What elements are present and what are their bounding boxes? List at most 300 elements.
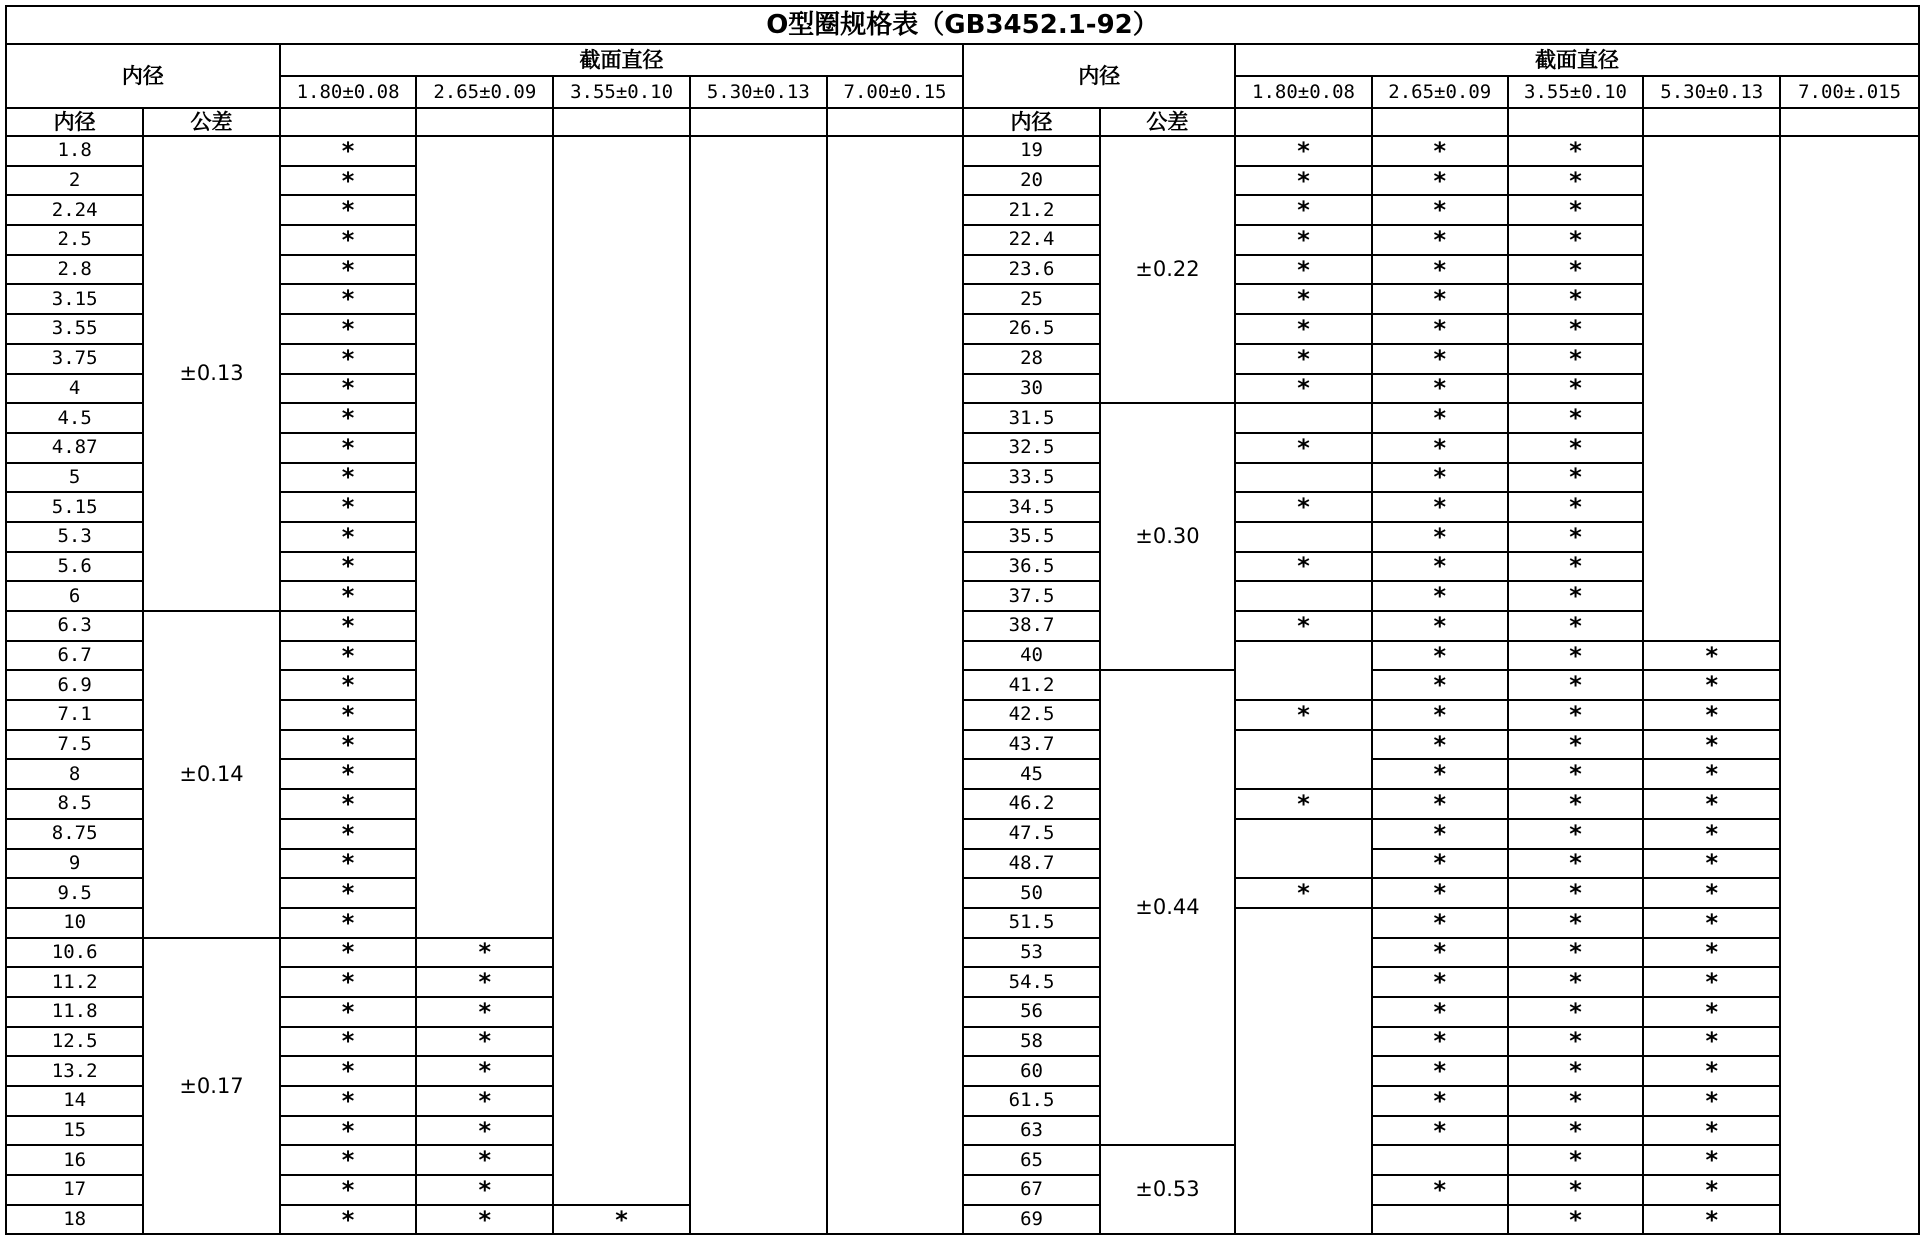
table-row <box>6 344 1919 374</box>
table-row <box>6 997 1919 1027</box>
inner-diameter-cell: 25 <box>963 284 1099 314</box>
header-section-diameter-right: 截面直径 <box>1235 44 1919 76</box>
table-row <box>6 611 1919 641</box>
availability-mark: * <box>1643 849 1780 879</box>
empty-cell <box>1643 136 1780 641</box>
availability-mark: * <box>1508 997 1644 1027</box>
availability-mark: * <box>1372 849 1508 879</box>
availability-mark: * <box>1643 1086 1780 1116</box>
column-size-left: 7.00±0.15 <box>827 76 964 108</box>
availability-mark: * <box>1508 344 1644 374</box>
tolerance-cell: ±0.44 <box>1100 670 1235 1145</box>
availability-mark: * <box>280 284 417 314</box>
subheader-inner-left: 内径 <box>6 108 143 136</box>
inner-diameter-cell: 32.5 <box>963 433 1099 463</box>
inner-diameter-cell: 30 <box>963 374 1099 404</box>
inner-diameter-cell: 21.2 <box>963 195 1099 225</box>
table-row <box>6 1175 1919 1205</box>
availability-mark: * <box>1643 1056 1780 1086</box>
availability-mark: * <box>1643 997 1780 1027</box>
table-row <box>6 938 1919 968</box>
availability-mark: * <box>280 670 417 700</box>
availability-mark: * <box>553 1205 690 1235</box>
availability-mark: * <box>1372 374 1508 404</box>
availability-mark: * <box>1372 759 1508 789</box>
inner-diameter-cell: 28 <box>963 344 1099 374</box>
availability-mark: * <box>1508 611 1644 641</box>
availability-mark: * <box>1372 344 1508 374</box>
availability-mark: * <box>1508 284 1644 314</box>
availability-mark: * <box>1372 195 1508 225</box>
inner-diameter-cell: 61.5 <box>963 1086 1099 1116</box>
inner-diameter-cell: 5.6 <box>6 552 143 582</box>
table-title: O型圈规格表（GB3452.1-92） <box>6 6 1919 44</box>
availability-mark: * <box>1372 1116 1508 1146</box>
availability-mark: * <box>1235 314 1372 344</box>
header-section-diameter-left: 截面直径 <box>280 44 964 76</box>
availability-mark: * <box>280 1175 417 1205</box>
availability-mark: * <box>1508 195 1644 225</box>
availability-mark: * <box>1372 1086 1508 1116</box>
availability-mark: * <box>1508 789 1644 819</box>
availability-mark: * <box>1372 136 1508 166</box>
availability-mark: * <box>1235 225 1372 255</box>
availability-mark: * <box>1508 1027 1644 1057</box>
empty-cell <box>827 136 964 1234</box>
availability-mark: * <box>1643 789 1780 819</box>
inner-diameter-cell: 2.24 <box>6 195 143 225</box>
tolerance-cell: ±0.53 <box>1100 1145 1235 1234</box>
availability-mark: * <box>1372 1175 1508 1205</box>
availability-mark: * <box>1372 641 1508 671</box>
availability-mark: * <box>416 1145 553 1175</box>
availability-mark: * <box>280 552 417 582</box>
availability-mark: * <box>1643 967 1780 997</box>
empty-cell <box>1235 522 1372 552</box>
inner-diameter-cell: 7.1 <box>6 700 143 730</box>
availability-mark: * <box>1508 908 1644 938</box>
table-row <box>6 908 1919 938</box>
column-size-right: 1.80±0.08 <box>1235 76 1372 108</box>
header-inner-diameter-left: 内径 <box>6 44 280 108</box>
availability-mark: * <box>1235 433 1372 463</box>
availability-mark: * <box>280 908 417 938</box>
inner-diameter-cell: 42.5 <box>963 700 1099 730</box>
availability-mark: * <box>1508 1175 1644 1205</box>
availability-mark: * <box>1508 819 1644 849</box>
availability-mark: * <box>1508 314 1644 344</box>
availability-mark: * <box>1643 670 1780 700</box>
empty-cell <box>1235 908 1372 1235</box>
availability-mark: * <box>1508 938 1644 968</box>
inner-diameter-cell: 54.5 <box>963 967 1099 997</box>
inner-diameter-cell: 4.87 <box>6 433 143 463</box>
availability-mark: * <box>1508 463 1644 493</box>
table-row <box>6 403 1919 433</box>
tolerance-cell: ±0.17 <box>143 938 279 1235</box>
availability-mark: * <box>1235 611 1372 641</box>
o-ring-spec-table <box>5 5 1920 1235</box>
inner-diameter-cell: 33.5 <box>963 463 1099 493</box>
inner-diameter-cell: 15 <box>6 1116 143 1146</box>
availability-mark: * <box>1508 1086 1644 1116</box>
empty-cell <box>1235 641 1372 700</box>
availability-mark: * <box>1372 908 1508 938</box>
inner-diameter-cell: 19 <box>963 136 1099 166</box>
availability-mark: * <box>280 938 417 968</box>
column-size-left: 5.30±0.13 <box>690 76 827 108</box>
table-row <box>6 1056 1919 1086</box>
inner-diameter-cell: 8 <box>6 759 143 789</box>
inner-diameter-cell: 6.9 <box>6 670 143 700</box>
empty-cell <box>1780 136 1919 1234</box>
inner-diameter-cell: 16 <box>6 1145 143 1175</box>
inner-diameter-cell: 31.5 <box>963 403 1099 433</box>
inner-diameter-cell: 5.15 <box>6 492 143 522</box>
table-row <box>6 374 1919 404</box>
subheader-inner-right: 内径 <box>963 108 1099 136</box>
availability-mark: * <box>1372 492 1508 522</box>
table-row <box>6 1116 1919 1146</box>
inner-diameter-cell: 6 <box>6 581 143 611</box>
availability-mark: * <box>1508 1056 1644 1086</box>
availability-mark: * <box>280 997 417 1027</box>
table-row <box>6 552 1919 582</box>
availability-mark: * <box>1508 136 1644 166</box>
availability-mark: * <box>1372 284 1508 314</box>
availability-mark: * <box>280 1145 417 1175</box>
availability-mark: * <box>1508 552 1644 582</box>
table-row <box>6 195 1919 225</box>
table-row <box>6 255 1919 285</box>
availability-mark: * <box>1372 225 1508 255</box>
inner-diameter-cell: 3.55 <box>6 314 143 344</box>
table-row <box>6 225 1919 255</box>
availability-mark: * <box>280 789 417 819</box>
inner-diameter-cell: 5 <box>6 463 143 493</box>
inner-diameter-cell: 10.6 <box>6 938 143 968</box>
column-size-left: 1.80±0.08 <box>280 76 417 108</box>
availability-mark: * <box>1235 195 1372 225</box>
availability-mark: * <box>1508 492 1644 522</box>
inner-diameter-cell: 11.2 <box>6 967 143 997</box>
availability-mark: * <box>1643 938 1780 968</box>
table-row <box>6 849 1919 879</box>
table-row <box>6 878 1919 908</box>
inner-diameter-cell: 35.5 <box>963 522 1099 552</box>
empty-cell <box>1235 403 1372 433</box>
availability-mark: * <box>280 967 417 997</box>
table-row <box>6 1205 1919 1235</box>
availability-mark: * <box>1235 552 1372 582</box>
inner-diameter-cell: 18 <box>6 1205 143 1235</box>
empty-cell <box>1372 1145 1508 1175</box>
column-size-right: 3.55±0.10 <box>1508 76 1644 108</box>
table-row <box>6 700 1919 730</box>
availability-mark: * <box>1372 255 1508 285</box>
table-row <box>6 967 1919 997</box>
availability-mark: * <box>1372 314 1508 344</box>
availability-mark: * <box>1372 819 1508 849</box>
availability-mark: * <box>1372 611 1508 641</box>
tolerance-cell: ±0.30 <box>1100 403 1235 670</box>
inner-diameter-cell: 34.5 <box>963 492 1099 522</box>
availability-mark: * <box>1372 166 1508 196</box>
availability-mark: * <box>1372 463 1508 493</box>
table-row <box>6 1086 1919 1116</box>
availability-mark: * <box>280 819 417 849</box>
availability-mark: * <box>1643 1175 1780 1205</box>
inner-diameter-cell: 20 <box>963 166 1099 196</box>
availability-mark: * <box>280 314 417 344</box>
availability-mark: * <box>1235 166 1372 196</box>
availability-mark: * <box>280 195 417 225</box>
availability-mark: * <box>1372 522 1508 552</box>
inner-diameter-cell: 48.7 <box>963 849 1099 879</box>
inner-diameter-cell: 43.7 <box>963 730 1099 760</box>
tolerance-cell: ±0.22 <box>1100 136 1235 403</box>
empty-cell <box>690 136 827 1234</box>
inner-diameter-cell: 63 <box>963 1116 1099 1146</box>
availability-mark: * <box>416 1175 553 1205</box>
availability-mark: * <box>1643 878 1780 908</box>
table-row <box>6 522 1919 552</box>
availability-mark: * <box>280 700 417 730</box>
availability-mark: * <box>1508 759 1644 789</box>
inner-diameter-cell: 40 <box>963 641 1099 671</box>
availability-mark: * <box>280 1205 417 1235</box>
table-row <box>6 819 1919 849</box>
inner-diameter-cell: 22.4 <box>963 225 1099 255</box>
availability-mark: * <box>1508 849 1644 879</box>
availability-mark: * <box>416 1056 553 1086</box>
empty-cell <box>1235 819 1372 878</box>
inner-diameter-cell: 1.8 <box>6 136 143 166</box>
availability-mark: * <box>280 878 417 908</box>
inner-diameter-cell: 6.3 <box>6 611 143 641</box>
availability-mark: * <box>1372 403 1508 433</box>
inner-diameter-cell: 12.5 <box>6 1027 143 1057</box>
inner-diameter-cell: 2.5 <box>6 225 143 255</box>
table-row <box>6 759 1919 789</box>
availability-mark: * <box>1508 522 1644 552</box>
inner-diameter-cell: 41.2 <box>963 670 1099 700</box>
table-row <box>6 136 1919 166</box>
table-row <box>6 581 1919 611</box>
subheader-tolerance-right: 公差 <box>1100 108 1235 136</box>
availability-mark: * <box>1508 433 1644 463</box>
availability-mark: * <box>1508 255 1644 285</box>
inner-diameter-cell: 2.8 <box>6 255 143 285</box>
availability-mark: * <box>1643 1027 1780 1057</box>
availability-mark: * <box>1508 225 1644 255</box>
availability-mark: * <box>1372 938 1508 968</box>
inner-diameter-cell: 65 <box>963 1145 1099 1175</box>
availability-mark: * <box>1372 433 1508 463</box>
availability-mark: * <box>1643 730 1780 760</box>
availability-mark: * <box>1643 700 1780 730</box>
availability-mark: * <box>280 403 417 433</box>
inner-diameter-cell: 45 <box>963 759 1099 789</box>
table-row <box>6 1027 1919 1057</box>
availability-mark: * <box>1643 641 1780 671</box>
table-row <box>6 641 1919 671</box>
availability-mark: * <box>1372 789 1508 819</box>
availability-mark: * <box>1372 1027 1508 1057</box>
inner-diameter-cell: 46.2 <box>963 789 1099 819</box>
table-row <box>6 670 1919 700</box>
inner-diameter-cell: 69 <box>963 1205 1099 1235</box>
inner-diameter-cell: 4.5 <box>6 403 143 433</box>
availability-mark: * <box>1372 878 1508 908</box>
availability-mark: * <box>280 255 417 285</box>
availability-mark: * <box>1372 997 1508 1027</box>
column-size-left: 3.55±0.10 <box>553 76 690 108</box>
availability-mark: * <box>1235 789 1372 819</box>
availability-mark: * <box>1508 166 1644 196</box>
availability-mark: * <box>1235 700 1372 730</box>
table-row <box>6 789 1919 819</box>
empty-cell <box>1235 463 1372 493</box>
inner-diameter-cell: 13.2 <box>6 1056 143 1086</box>
availability-mark: * <box>1508 641 1644 671</box>
availability-mark: * <box>280 492 417 522</box>
availability-mark: * <box>1372 1056 1508 1086</box>
availability-mark: * <box>1372 670 1508 700</box>
availability-mark: * <box>280 522 417 552</box>
availability-mark: * <box>1235 136 1372 166</box>
tolerance-cell: ±0.13 <box>143 136 279 611</box>
availability-mark: * <box>1372 581 1508 611</box>
inner-diameter-cell: 10 <box>6 908 143 938</box>
inner-diameter-cell: 5.3 <box>6 522 143 552</box>
availability-mark: * <box>1372 552 1508 582</box>
inner-diameter-cell: 17 <box>6 1175 143 1205</box>
availability-mark: * <box>1508 967 1644 997</box>
header-inner-diameter-right: 内径 <box>963 44 1235 108</box>
empty-cell <box>553 136 690 1205</box>
table-row <box>6 284 1919 314</box>
availability-mark: * <box>1508 878 1644 908</box>
table-row <box>6 492 1919 522</box>
table-row <box>6 314 1919 344</box>
inner-diameter-cell: 8.5 <box>6 789 143 819</box>
availability-mark: * <box>1235 344 1372 374</box>
availability-mark: * <box>280 849 417 879</box>
inner-diameter-cell: 58 <box>963 1027 1099 1057</box>
inner-diameter-cell: 3.75 <box>6 344 143 374</box>
availability-mark: * <box>1235 255 1372 285</box>
availability-mark: * <box>1235 492 1372 522</box>
inner-diameter-cell: 9 <box>6 849 143 879</box>
column-size-right: 5.30±0.13 <box>1643 76 1780 108</box>
availability-mark: * <box>1643 908 1780 938</box>
availability-mark: * <box>1643 1116 1780 1146</box>
availability-mark: * <box>416 1027 553 1057</box>
availability-mark: * <box>1508 581 1644 611</box>
inner-diameter-cell: 47.5 <box>963 819 1099 849</box>
empty-cell <box>1372 1205 1508 1235</box>
availability-mark: * <box>416 1116 553 1146</box>
inner-diameter-cell: 9.5 <box>6 878 143 908</box>
availability-mark: * <box>280 344 417 374</box>
inner-diameter-cell: 8.75 <box>6 819 143 849</box>
inner-diameter-cell: 60 <box>963 1056 1099 1086</box>
inner-diameter-cell: 2 <box>6 166 143 196</box>
table-row <box>6 166 1919 196</box>
inner-diameter-cell: 23.6 <box>963 255 1099 285</box>
availability-mark: * <box>280 1056 417 1086</box>
availability-mark: * <box>280 759 417 789</box>
empty-cell <box>1235 730 1372 789</box>
availability-mark: * <box>416 967 553 997</box>
inner-diameter-cell: 26.5 <box>963 314 1099 344</box>
availability-mark: * <box>1643 819 1780 849</box>
inner-diameter-cell: 50 <box>963 878 1099 908</box>
availability-mark: * <box>1508 730 1644 760</box>
availability-mark: * <box>280 1116 417 1146</box>
inner-diameter-cell: 38.7 <box>963 611 1099 641</box>
availability-mark: * <box>416 1205 553 1235</box>
inner-diameter-cell: 37.5 <box>963 581 1099 611</box>
availability-mark: * <box>1508 670 1644 700</box>
table-row <box>6 730 1919 760</box>
availability-mark: * <box>1508 403 1644 433</box>
column-size-right: 7.00±.015 <box>1780 76 1919 108</box>
inner-diameter-cell: 7.5 <box>6 730 143 760</box>
availability-mark: * <box>1372 967 1508 997</box>
inner-diameter-cell: 36.5 <box>963 552 1099 582</box>
availability-mark: * <box>1372 700 1508 730</box>
table-row <box>6 1145 1919 1175</box>
availability-mark: * <box>1508 1116 1644 1146</box>
availability-mark: * <box>1508 1205 1644 1235</box>
availability-mark: * <box>280 166 417 196</box>
table-row <box>6 463 1919 493</box>
availability-mark: * <box>1235 284 1372 314</box>
availability-mark: * <box>280 433 417 463</box>
inner-diameter-cell: 3.15 <box>6 284 143 314</box>
column-size-left: 2.65±0.09 <box>416 76 553 108</box>
inner-diameter-cell: 67 <box>963 1175 1099 1205</box>
tolerance-cell: ±0.14 <box>143 611 279 938</box>
subheader-tolerance-left: 公差 <box>143 108 279 136</box>
availability-mark: * <box>1643 759 1780 789</box>
inner-diameter-cell: 6.7 <box>6 641 143 671</box>
availability-mark: * <box>416 938 553 968</box>
availability-mark: * <box>280 374 417 404</box>
inner-diameter-cell: 51.5 <box>963 908 1099 938</box>
table-row <box>6 433 1919 463</box>
availability-mark: * <box>280 136 417 166</box>
availability-mark: * <box>416 997 553 1027</box>
availability-mark: * <box>1643 1145 1780 1175</box>
inner-diameter-cell: 11.8 <box>6 997 143 1027</box>
availability-mark: * <box>416 1086 553 1116</box>
availability-mark: * <box>280 225 417 255</box>
column-size-right: 2.65±0.09 <box>1372 76 1508 108</box>
availability-mark: * <box>280 641 417 671</box>
availability-mark: * <box>1508 1145 1644 1175</box>
empty-cell <box>1235 581 1372 611</box>
inner-diameter-cell: 53 <box>963 938 1099 968</box>
availability-mark: * <box>280 730 417 760</box>
availability-mark: * <box>280 611 417 641</box>
availability-mark: * <box>1235 878 1372 908</box>
availability-mark: * <box>280 1027 417 1057</box>
availability-mark: * <box>280 581 417 611</box>
availability-mark: * <box>280 1086 417 1116</box>
